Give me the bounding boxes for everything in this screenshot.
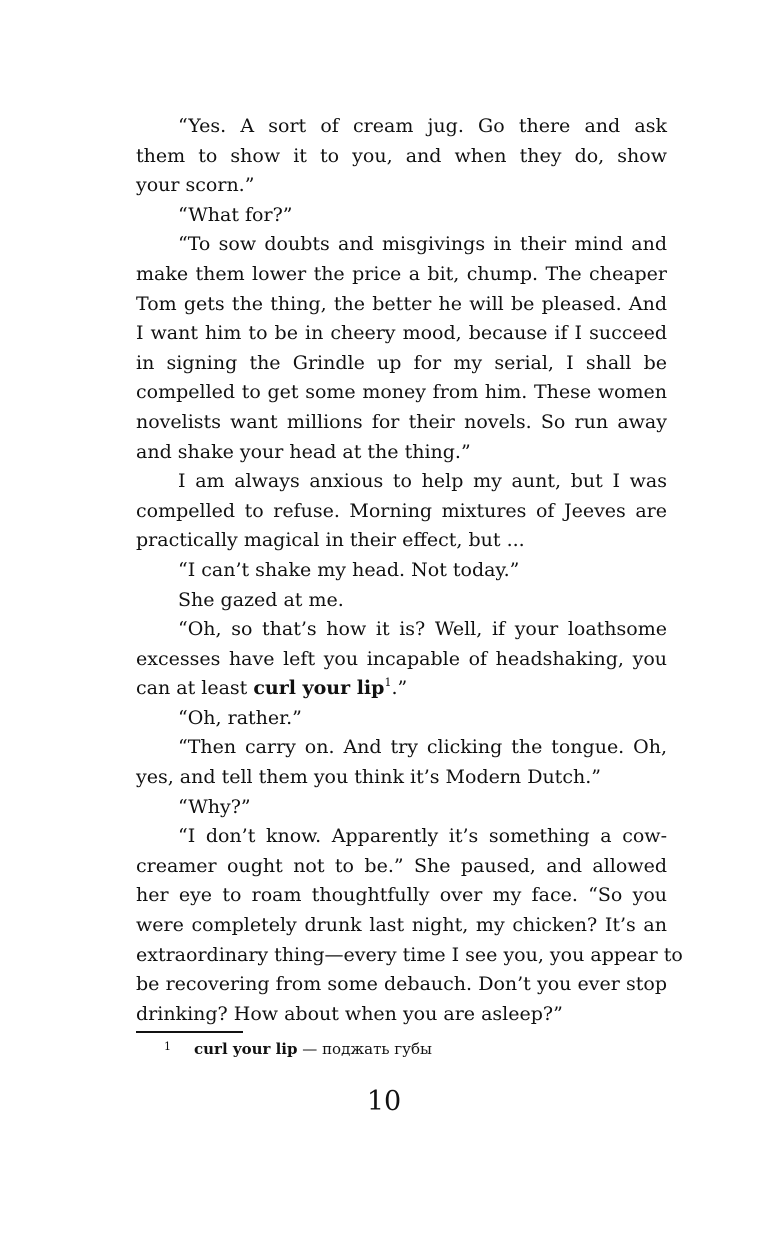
text-line: “I don’t know. Apparently it’s something a cow- bbox=[178, 825, 667, 848]
text-fragment: can at least bbox=[136, 677, 254, 700]
text-line: compelled to refuse. Morning mixtures of Jeeves are bbox=[136, 499, 667, 522]
footnote-dash: — bbox=[302, 1040, 318, 1058]
text-line: and shake your head at the thing.” bbox=[136, 440, 471, 463]
text-fragment: .” bbox=[391, 677, 408, 700]
text-line: “Yes. A sort of cream jug. Go there and ask bbox=[178, 115, 667, 137]
text-line: extraordinary thing—every time I see you, you appear to bbox=[136, 943, 683, 966]
text-line: “Why?” bbox=[178, 795, 251, 818]
page-number: 10 bbox=[366, 1086, 402, 1117]
bold-term: curl your lip bbox=[253, 677, 385, 700]
footnote bbox=[136, 1038, 667, 1060]
footnote-mark: 1 bbox=[384, 675, 392, 689]
text-line: your scorn.” bbox=[136, 174, 255, 197]
footnote-term: curl your lip bbox=[194, 1040, 298, 1058]
text-line: in signing the Grindle up for my serial, I shall be bbox=[136, 351, 667, 374]
text-line: “I can’t shake my head. Not today.” bbox=[178, 558, 520, 581]
footnote-number: 1 bbox=[164, 1040, 171, 1053]
text-line: novelists want millions for their novels. So run away bbox=[136, 410, 667, 433]
text-line: “Oh, so that’s how it is? Well, if your loathsome bbox=[178, 618, 667, 641]
text-line: excesses have left you incapable of headshaking, you bbox=[136, 647, 667, 670]
footnote-divider bbox=[136, 1031, 243, 1033]
text-line: “Oh, rather.” bbox=[178, 706, 302, 729]
text-line: creamer ought not to be.” She paused, and allowed bbox=[136, 854, 667, 877]
text-line: I want him to be in cheery mood, because if I succeed bbox=[136, 322, 667, 345]
text-line-with-footnote bbox=[136, 674, 667, 704]
text-line: were completely drunk last night, my chicken? It’s an bbox=[136, 914, 667, 937]
text-line: “To sow doubts and misgivings in their mind and bbox=[178, 233, 667, 256]
text-line: I am always anxious to help my aunt, but I was bbox=[178, 470, 667, 493]
text-line: Tom gets the thing, the better he will be pleased. And bbox=[136, 292, 667, 315]
text-line: drinking? How about when you are asleep?” bbox=[136, 1002, 563, 1025]
text-line: be recovering from some debauch. Don’t you ever stop bbox=[136, 973, 667, 996]
text-line: her eye to roam thoughtfully over my face. “So you bbox=[136, 884, 667, 907]
text-line: practically magical in their effect, but ... bbox=[136, 529, 525, 552]
text-line: “What for?” bbox=[178, 203, 293, 226]
text-line: She gazed at me. bbox=[178, 588, 344, 611]
footnote-translation: поджать губы bbox=[322, 1040, 432, 1058]
text-line: “Then carry on. And try clicking the tongue. Oh, bbox=[178, 736, 667, 759]
text-line: compelled to get some money from him. These women bbox=[136, 381, 667, 404]
text-line: yes, and tell them you think it’s Modern Dutch.” bbox=[136, 766, 601, 789]
body-text bbox=[136, 112, 683, 1029]
text-line: make them lower the price a bit, chump. The cheaper bbox=[136, 262, 667, 285]
text-line: them to show it to you, and when they do, show bbox=[136, 144, 667, 167]
